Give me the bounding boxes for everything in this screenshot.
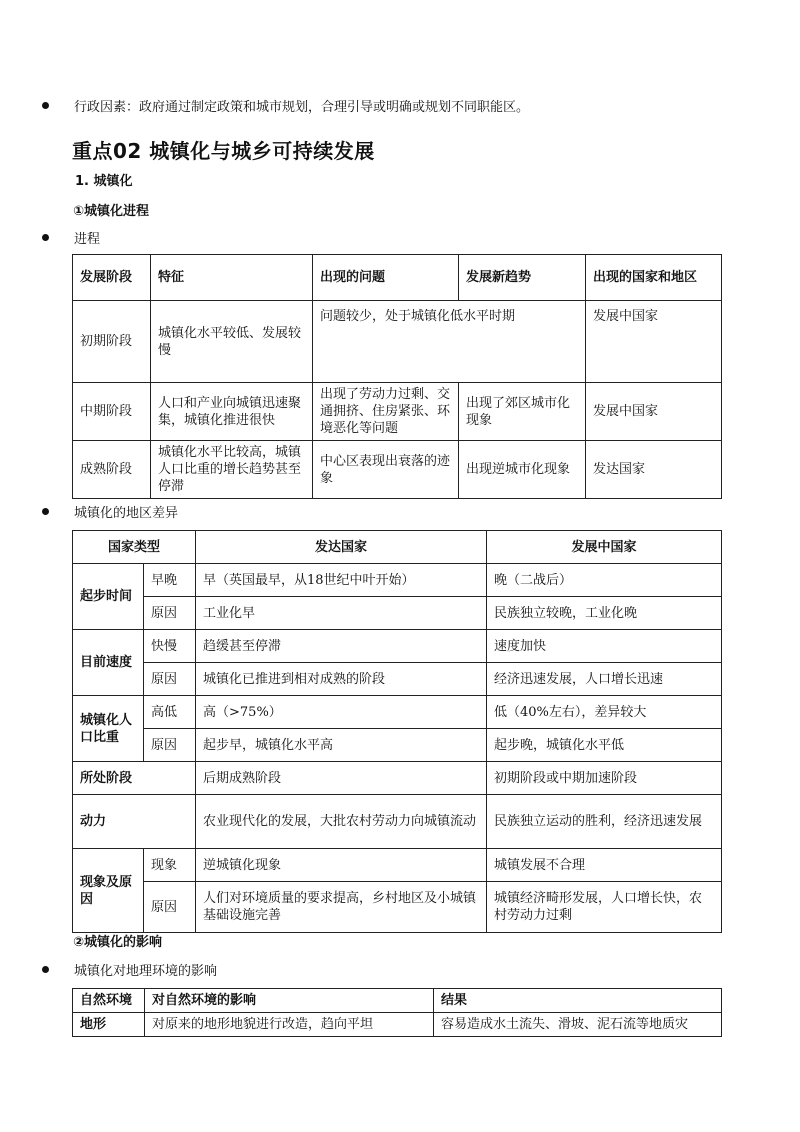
table-cell: 原因	[144, 882, 196, 933]
table-header: 发展阶段	[73, 255, 151, 301]
table-cell: 初期阶段	[73, 301, 151, 383]
table-cell: 城镇化已推进到相对成熟的阶段	[196, 663, 487, 696]
table-row	[73, 696, 722, 729]
table-cell: 后期成熟阶段	[196, 762, 487, 795]
table-header: 出现的国家和地区	[586, 255, 722, 301]
table-cell: 经济迅速发展，人口增长迅速	[487, 663, 722, 696]
table-cell: 城镇发展不合理	[487, 849, 722, 882]
table-cell: 城镇经济畸形发展，人口增长快，农村劳动力过剩	[487, 882, 722, 933]
table-cell: 出现逆城市化现象	[459, 441, 586, 499]
table-header: 发展中国家	[487, 531, 722, 564]
table-cell: 晚（二战后）	[487, 564, 722, 597]
table-cell: 初期阶段或中期加速阶段	[487, 762, 722, 795]
table-cell: 中心区表现出衰落的迹象	[313, 441, 459, 499]
row-label: 动力	[73, 795, 196, 849]
table-header: 发展新趋势	[459, 255, 586, 301]
table-cell: 民族独立运动的胜利，经济迅速发展	[487, 795, 722, 849]
row-group-label: 城镇化人口比重	[73, 696, 144, 762]
table-cell: 发展中国家	[586, 301, 722, 383]
table-cell: 原因	[144, 729, 196, 762]
table-cell: 问题较少，处于城镇化低水平时期	[313, 301, 586, 383]
table-header: 国家类型	[73, 531, 196, 564]
table-row	[73, 882, 722, 933]
bullet-icon	[42, 234, 49, 241]
table-cell: 快慢	[144, 630, 196, 663]
table-row	[73, 630, 722, 663]
row-group-label: 目前速度	[73, 630, 144, 696]
table-row	[73, 729, 722, 762]
table-cell: 起步早，城镇化水平高	[196, 729, 487, 762]
bullet-icon	[42, 966, 49, 973]
subheading-urbanization-process: ①城镇化进程	[73, 204, 150, 219]
table-row	[73, 441, 722, 499]
table-cell: 早（英国最早，从18世纪中叶开始）	[196, 564, 487, 597]
table-cell: 对原来的地形地貌进行改造，趋向平坦	[145, 1013, 434, 1037]
table-cell: 出现了郊区城市化现象	[459, 383, 586, 441]
table-cell: 农业现代化的发展，大批农村劳动力向城镇流动	[196, 795, 487, 849]
urbanization-regional-differences-table	[72, 530, 722, 933]
table-row	[73, 1013, 722, 1037]
table-cell: 城镇化水平比较高，城镇人口比重的增长趋势甚至停滞	[151, 441, 313, 499]
table-header: 自然环境	[73, 989, 145, 1013]
table-row	[73, 795, 722, 849]
table-cell: 原因	[144, 597, 196, 630]
table-cell: 城镇化水平较低、发展较慢	[151, 301, 313, 383]
subheading-urbanization: 1. 城镇化	[75, 174, 133, 189]
row-group-label: 起步时间	[73, 564, 144, 630]
table-row	[73, 663, 722, 696]
bullet-process-label: 进程	[74, 232, 101, 247]
urbanization-environment-impact-table	[72, 988, 722, 1037]
table-row	[73, 383, 722, 441]
urbanization-process-table	[72, 254, 722, 499]
subheading-urbanization-impact: ②城镇化的影响	[73, 935, 163, 950]
bullet-icon	[42, 508, 49, 515]
row-group-label: 现象及原因	[73, 849, 144, 933]
table-cell: 出现了劳动力过剩、交通拥挤、住房紧张、环境恶化等问题	[313, 383, 459, 441]
table-cell: 现象	[144, 849, 196, 882]
table-header: 特征	[151, 255, 313, 301]
table-cell: 起步晚，城镇化水平低	[487, 729, 722, 762]
table-cell: 人们对环境质量的要求提高，乡村地区及小城镇基础设施完善	[196, 882, 487, 933]
table-header: 发达国家	[196, 531, 487, 564]
section-heading: 重点02 城镇化与城乡可持续发展	[72, 139, 375, 163]
table-header: 对自然环境的影响	[145, 989, 434, 1013]
table-row	[73, 762, 722, 795]
table-row	[73, 597, 722, 630]
table-cell: 工业化早	[196, 597, 487, 630]
table-cell: 人口和产业向城镇迅速聚集，城镇化推进很快	[151, 383, 313, 441]
table-cell: 发达国家	[586, 441, 722, 499]
table-cell: 地形	[73, 1013, 145, 1037]
table-header: 结果	[434, 989, 722, 1013]
table-cell: 发展中国家	[586, 383, 722, 441]
row-label: 所处阶段	[73, 762, 196, 795]
table-cell: 速度加快	[487, 630, 722, 663]
table-cell: 原因	[144, 663, 196, 696]
table-cell: 逆城镇化现象	[196, 849, 487, 882]
table-cell: 早晚	[144, 564, 196, 597]
table-cell: 中期阶段	[73, 383, 151, 441]
table-row	[73, 849, 722, 882]
bullet-region-label: 城镇化的地区差异	[74, 506, 179, 521]
table-cell: 高（>75%）	[196, 696, 487, 729]
table-cell: 高低	[144, 696, 196, 729]
bullet-impact-label: 城镇化对地理环境的影响	[74, 964, 218, 979]
table-row	[73, 301, 722, 383]
table-cell: 趋缓甚至停滞	[196, 630, 487, 663]
intro-text: 行政因素：政府通过制定政策和城市规划，合理引导或明确或规划不同职能区。	[74, 100, 530, 115]
table-cell: 民族独立较晚，工业化晚	[487, 597, 722, 630]
table-cell: 低（40%左右），差异较大	[487, 696, 722, 729]
table-cell: 成熟阶段	[73, 441, 151, 499]
table-cell: 容易造成水土流失、滑坡、泥石流等地质灾	[434, 1013, 722, 1037]
table-header: 出现的问题	[313, 255, 459, 301]
bullet-icon	[42, 102, 49, 109]
table-row	[73, 564, 722, 597]
